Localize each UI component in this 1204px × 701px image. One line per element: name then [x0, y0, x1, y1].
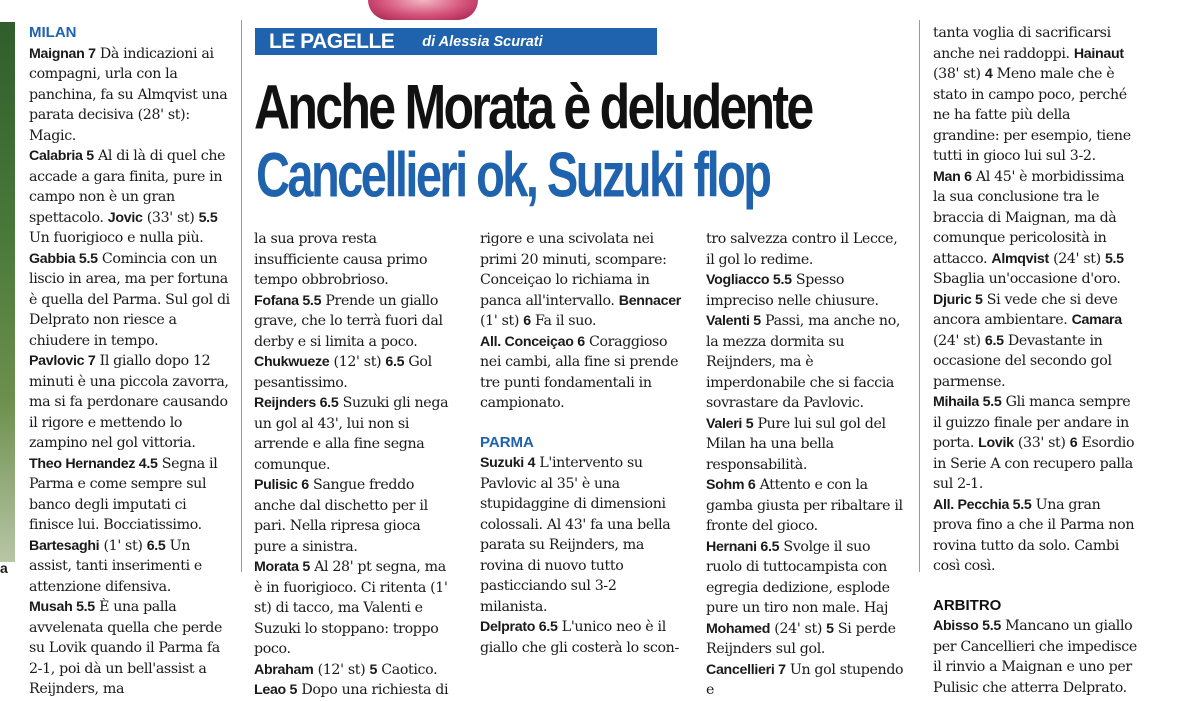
headline-sub: Cancellieri ok, Suzuki flop	[256, 138, 770, 211]
photo-edge-left	[0, 22, 15, 562]
text-continuation: rigore e una scivolata nei primi 20 minuti, scompare: Conceiçao lo richiama in panca all'intervallo. Bennacer (1' st) 6 Fa il suo.	[480, 231, 682, 329]
section-title: LE PAGELLE	[269, 29, 395, 53]
column-1	[29, 23, 231, 700]
rating-cancellieri: Cancellieri 7 Un gol stupendo e	[706, 661, 904, 698]
rating-abisso: Abisso 5.5 Mancano un giallo per Cancellieri che impedisce il rinvio a Maignan e uno per Pulisic che atterra Delprato.	[933, 618, 1137, 696]
column-3	[480, 229, 682, 658]
text-continuation: tro salvezza contro il Lecce, il gol lo redime.	[706, 231, 898, 268]
rating-djuric: Djuric 5 Si vede che si deve ancora ambientare. Camara (24' st) 6.5 Devastante in occasione del secondo gol parmense.	[933, 291, 1122, 390]
rating-man: Man 6 Al 45' è morbidissima la sua conclusione tra le braccia di Maignan, ma dà comunque pericolosità in attacco. Almqvist (24' st) 5.5 Sbaglia un'occasione d'oro.	[933, 168, 1125, 287]
rating-mihaila: Mihaila 5.5 Gli manca sempre il guizzo finale per andare in porta. Lovik (33' st) 6 Esordio in Serie A con recupero palla sul 2-1.	[933, 394, 1135, 492]
text-continuation: la sua prova resta insufficiente causa primo tempo obbrobrioso.	[254, 231, 428, 288]
rating-suzuki: Suzuki 4 L'intervento su Pavlovic al 35' è una stupidaggine di dimensioni colossali. Al 43' fa una bella parata su Reijnders, ma rovina di nuovo tutto pasticciando sul 3-2 milanista.	[480, 455, 671, 615]
rating-maignan: Maignan 7 Dà indicazioni ai compagni, urla con la panchina, fa su Almqvist una parata decisiva (28' st): Magic.	[29, 45, 228, 144]
rating-fofana: Fofana 5.5 Prende un giallo grave, che lo terrà fuori dal derby e si limita a poco. Chukwueze (12' st) 6.5 Gol pesantissimo.	[254, 292, 443, 391]
rating-pavlovic: Pavlovic 7 Il giallo dopo 12 minuti è una piccola zavorra, ma si fa perdonare causando il rigore e mettendo lo zampino nel gol vittoria.	[29, 353, 229, 451]
column-rule	[241, 20, 242, 572]
rating-reijnders: Reijnders 6.5 Suzuki gli nega un gol al 43', lui non si arrende e alla fine segna comunque.	[254, 395, 449, 473]
column-5	[933, 23, 1139, 698]
rating-leao: Leao 5 Dopo una richiesta di	[254, 682, 449, 698]
page-edge-letter: a	[0, 560, 8, 576]
headline-main: Anche Morata è deludente	[254, 70, 812, 143]
rating-conceicao: All. Conceiçao 6 Coraggioso nei cambi, alla fine si prende tre punti fondamentali in campionato.	[480, 333, 679, 411]
rating-calabria: Calabria 5 Al di là di quel che accade a gara finita, pure in campo non è un gran spettacolo. Jovic (33' st) 5.5 Un fuorigioco e nulla più.	[29, 148, 226, 246]
section-parma: PARMA	[480, 433, 534, 451]
rating-morata: Morata 5 Al 28' pt segna, ma è in fuorigioco. Ci ritenta (1' st) di tacco, ma Valenti e Suzuki lo stoppano: troppo poco.	[254, 559, 448, 657]
section-arbitro: ARBITRO	[933, 596, 1002, 614]
rating-musah: Musah 5.5 È una palla avvelenata quella che perde su Lovik quando il Parma fa 2-1, poi dà un bell'assist a Reijnders, ma	[29, 599, 223, 697]
column-2	[254, 229, 454, 701]
author-byline: di Alessia Scurati	[422, 33, 543, 50]
rating-pulisic: Pulisic 6 Sangue freddo anche dal dischetto per il pari. Nella ripresa gioca pure a sinistra.	[254, 477, 428, 555]
rating-abraham: Abraham (12' st) 5 Caotico.	[254, 661, 438, 678]
rating-valenti: Valenti 5 Passi, ma anche no, la mezza dormita su Reijnders, ma è imperdonabile che si faccia sovrastare da Pavlovic.	[706, 313, 901, 411]
rating-pecchia: All. Pecchia 5.5 Una gran prova fino a che il Parma non rovina tutto da solo. Cambi così così.	[933, 496, 1135, 574]
rating-valeri: Valeri 5 Pure lui sul gol del Milan ha una bella responsabilità.	[706, 415, 886, 473]
section-header-bar	[255, 28, 657, 55]
column-rule	[919, 20, 920, 572]
rating-vogliacco: Vogliacco 5.5 Spesso impreciso nelle chiusure.	[706, 272, 879, 309]
section-milan: MILAN	[29, 24, 77, 41]
text-continuation: tanta voglia di sacrificarsi anche nei raddoppi. Hainaut (38' st) 4 Meno male che è stato in campo poco, perché ne ha fatte più della grandine: per esempio, tiene tutti in gioco lui sul 3-2.	[933, 25, 1131, 164]
rating-delprato: Delprato 6.5 L'unico neo è il giallo che gli costerà lo scon-	[480, 619, 679, 656]
column-4	[706, 229, 909, 701]
rating-theo-hernandez: Theo Hernandez 4.5 Segna il Parma e come sempre sul banco degli imputati ci finisce lui. Bocciatissimo. Bartesaghi (1' st) 6.5 Un assist, tanti inserimenti e attenzione difensiva.	[29, 455, 218, 595]
rating-hernani: Hernani 6.5 Svolge il suo ruolo di tuttocampista con egregia dedizione, esplode pure un tiro non male. Haj Mohamed (24' st) 5 Si perde Reijnders sul gol.	[706, 538, 896, 657]
rating-sohm: Sohm 6 Attento e con la gamba giusta per ribaltare il fronte del gioco.	[706, 477, 903, 534]
rating-gabbia: Gabbia 5.5 Comincia con un liscio in area, ma per fortuna è quella del Parma. Sul gol di Delprato non riesce a chiudere in tempo.	[29, 250, 230, 349]
photo-edge-top	[368, 0, 478, 20]
